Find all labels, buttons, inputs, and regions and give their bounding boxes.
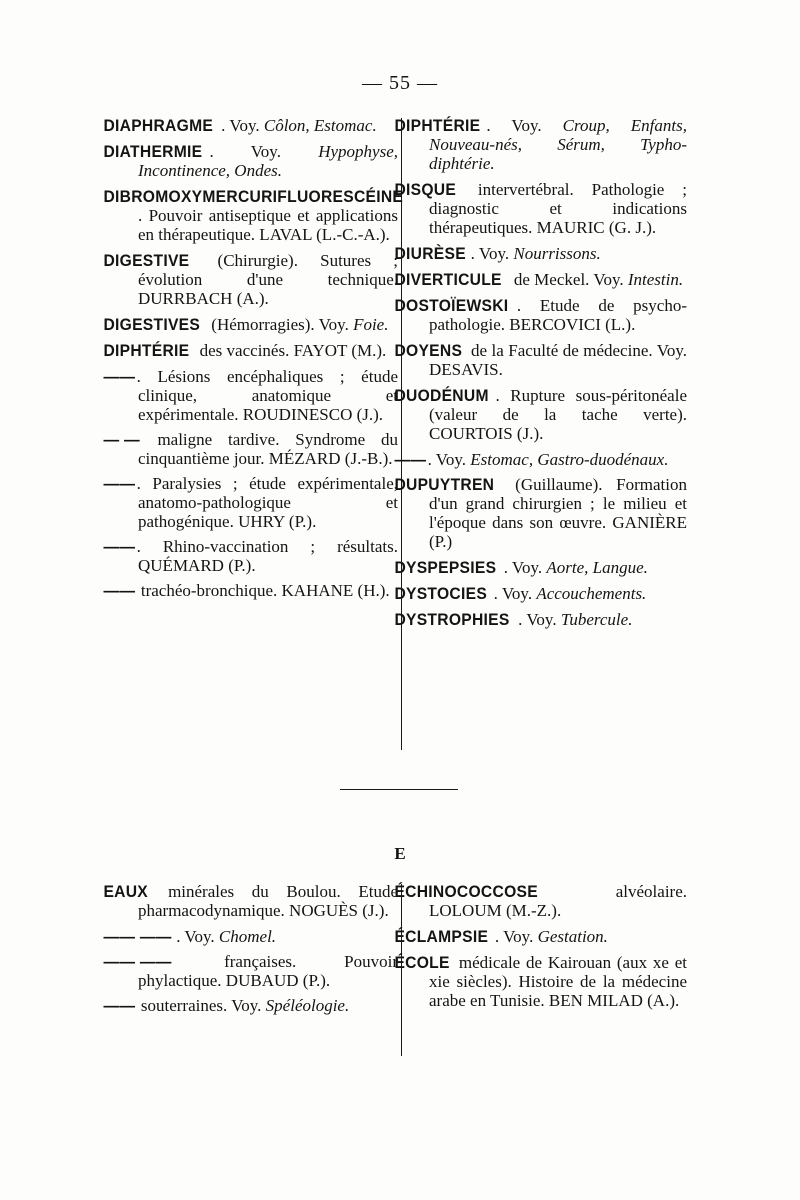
entry-headword: —— (103, 367, 136, 386)
index-entry (103, 315, 398, 334)
entry-headword: DUODÉNUM (394, 386, 489, 405)
entry-headword: DIGESTIVES (103, 315, 201, 334)
entry-reference: Accouchements. (536, 584, 647, 603)
entry-headword: —— —— (103, 952, 172, 971)
entry-headword: —— (103, 996, 136, 1015)
entry-reference: Aorte, Langue. (546, 558, 648, 577)
index-entry (394, 341, 687, 379)
entry-headword: —— (103, 581, 136, 600)
entry-text: . Voy. (494, 927, 538, 946)
entry-text: (Chirurgie). Sutures ; évolution d'une technique. DURRBACH (A.). (138, 251, 398, 308)
index-entry (103, 537, 398, 575)
index-entry (103, 251, 398, 308)
index-entry (394, 244, 687, 263)
entry-headword: DIATHERMIE (103, 142, 203, 161)
index-entry (394, 296, 687, 334)
entry-headword: DOYENS (394, 341, 463, 360)
entry-text: (Hémorragies). Voy. (207, 315, 354, 334)
entry-text: de la Faculté de médecine. Voy. DESAVIS. (429, 341, 687, 379)
index-column-left-top (103, 116, 404, 606)
entry-headword: ÉCHINOCOCCOSE (394, 882, 538, 901)
index-entry (103, 927, 398, 946)
index-entry (103, 116, 398, 135)
entry-text: minérales du Boulou. Etude pharmacodynamique. NOGUÈS (J.). (138, 882, 398, 920)
entry-text: . Pouvoir antiseptique et applications en thérapeutique. LAVAL (L.-C.-A.). (138, 206, 398, 244)
entry-text: maligne tardive. Syndrome du cinquantième jour. MÉZARD (J.-B.). (138, 430, 398, 468)
index-entry (103, 952, 398, 990)
entry-reference: Intestin. (627, 270, 684, 289)
entry-reference: Croup, Enfants, Nouveau-nés, Sérum, Typho-diphtérie. (429, 116, 687, 173)
index-entry (394, 116, 687, 173)
entry-reference: Nourrissons. (513, 244, 601, 263)
entry-text: . Voy. (470, 244, 514, 263)
entry-headword: DUPUYTREN (394, 475, 495, 494)
entry-text: intervertébral. Pathologie ; diagnostic et indications thérapeutiques. MAURIC (G. J.). (429, 180, 687, 237)
entry-headword: —— (394, 450, 427, 469)
entry-headword: ÉCOLE (394, 953, 450, 972)
index-column-right-bottom (394, 882, 687, 1017)
entry-text: . Paralysies ; étude expérimentale, anatomo-pathologique et pathogénique. UHRY (P.). (136, 474, 398, 531)
entry-headword: DISQUE (394, 180, 457, 199)
entry-text: souterraines. Voy. (136, 996, 266, 1015)
entry-headword: DIGESTIVE (103, 251, 190, 270)
section-separator (340, 789, 458, 790)
index-entry (103, 341, 398, 360)
entry-headword: DIPHTÉRIE (103, 341, 190, 360)
entry-text: médicale de Kairouan (aux xe et xie siècles). Histoire de la médecine arabe en Tunisie. BEN MILAD (A.). (429, 953, 687, 1010)
index-entry (394, 584, 687, 603)
entry-headword: DYSTOCIES (394, 584, 488, 603)
entry-reference: Hypophyse, Incontinence, Ondes. (138, 142, 398, 180)
entry-text: . Rupture sous-péritonéale (valeur de la tache verte). COURTOIS (J.). (429, 386, 687, 443)
index-column-left-bottom (103, 882, 398, 1021)
index-entry (394, 450, 687, 469)
index-entry (394, 270, 687, 289)
entry-text: . Voy. (176, 927, 219, 946)
entry-text: de Meckel. Voy. (509, 270, 628, 289)
index-entry (103, 430, 398, 468)
index-entry (103, 367, 398, 424)
entry-headword: DOSTOÏEWSKI (394, 296, 509, 315)
index-entry (103, 474, 398, 531)
index-column-right-top (394, 116, 687, 636)
entry-headword: DIAPHRAGME (103, 116, 214, 135)
entry-reference: Spéléologie. (265, 996, 350, 1015)
entry-headword: —— —— (103, 927, 172, 946)
index-entry (394, 180, 687, 237)
entry-reference: Estomac, Gastro-duodénaux. (470, 450, 669, 469)
entry-text: . Voy. (486, 116, 563, 135)
entry-headword: —— (103, 474, 136, 493)
index-entry (394, 610, 687, 629)
entry-text: alvéolaire. LOLOUM (M.-Z.). (429, 882, 687, 920)
entry-text: . Lésions encéphaliques ; étude clinique, anatomique et expérimentale. ROUDINESCO (J.). (136, 367, 398, 424)
entry-headword: DYSPEPSIES (394, 558, 497, 577)
entry-text: . Voy. (493, 584, 537, 603)
entry-headword: ÉCLAMPSIE (394, 927, 489, 946)
entry-text: (Guillaume). Formation d'un grand chirurgien ; le milieu et l'époque dans son œuvre. GANIÈRE (P.) (429, 475, 687, 551)
index-entry (394, 882, 687, 920)
entry-text: des vaccinés. FAYOT (M.). (195, 341, 387, 360)
section-letter: E (394, 844, 406, 863)
entry-headword: DIVERTICULE (394, 270, 502, 289)
entry-headword: — — (103, 430, 140, 449)
column-divider (401, 118, 402, 750)
entry-text: . Rhino-vaccination ; résultats. QUÉMARD (P.). (136, 537, 398, 575)
index-entry (394, 475, 687, 551)
index-entry (103, 996, 398, 1015)
entry-text: trachéo-bronchique. KAHANE (H.). (136, 581, 390, 600)
index-entry (103, 142, 398, 180)
entry-headword: —— (103, 537, 136, 556)
entry-text: . Etude de psycho-pathologie. BERCOVICI (L.). (429, 296, 687, 334)
index-entry (103, 882, 398, 920)
entry-text: . Voy. (518, 610, 561, 629)
index-entry (103, 581, 398, 600)
entry-reference: Côlon, Estomac. (263, 116, 377, 135)
entry-headword: EAUX (103, 882, 149, 901)
entry-text: françaises. Pouvoir phylactique. DUBAUD (P.). (138, 952, 398, 990)
index-entry (394, 386, 687, 443)
entry-reference: Tubercule. (560, 610, 633, 629)
entry-text: . Voy. (221, 116, 264, 135)
index-entry (394, 558, 687, 577)
entry-text: . Voy. (503, 558, 547, 577)
entry-headword: DIBROMOXYMERCURIFLUORESCÉINE (103, 187, 404, 206)
index-entry (103, 187, 404, 244)
entry-headword: DIPHTÉRIE (394, 116, 481, 135)
entry-reference: Gestation. (537, 927, 608, 946)
entry-text: . Voy. (209, 142, 319, 161)
index-entry (394, 927, 687, 946)
entry-text: . Voy. (427, 450, 471, 469)
page-number: — 55 — (362, 72, 438, 94)
index-entry (394, 953, 687, 1010)
entry-headword: DIURÈSE (394, 244, 466, 263)
entry-headword: DYSTROPHIES (394, 610, 510, 629)
entry-reference: Chomel. (218, 927, 277, 946)
entry-reference: Foie. (353, 315, 389, 334)
